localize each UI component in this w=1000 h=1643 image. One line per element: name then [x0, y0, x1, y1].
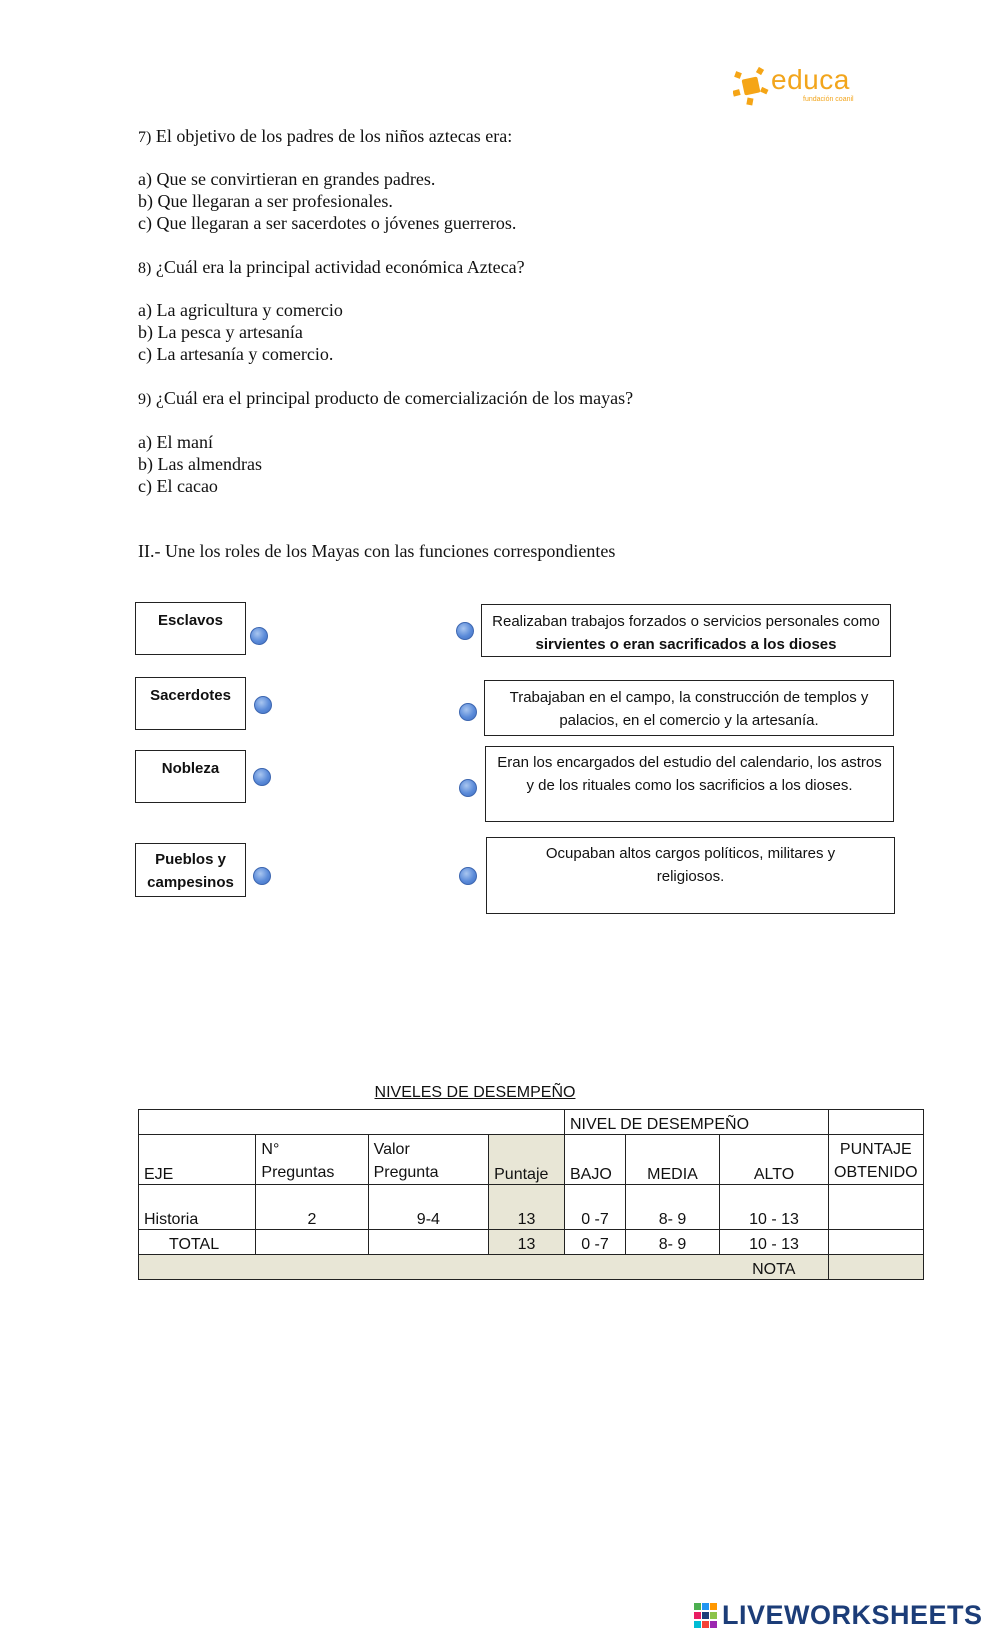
header-n-preguntas	[256, 1135, 368, 1185]
header-valor	[368, 1135, 489, 1185]
question-number: 7)	[138, 129, 152, 146]
header-line: N°	[261, 1141, 280, 1158]
question-text: ¿Cuál era el principal producto de comercialización de los mayas?	[155, 388, 634, 408]
cell-media: 8- 9	[626, 1185, 720, 1230]
cell-puntaje: 13	[489, 1230, 565, 1255]
table-row	[139, 1185, 924, 1230]
function-box-3	[485, 746, 894, 822]
q8-option-a: a) La agricultura y comercio	[138, 300, 343, 320]
cell-bajo: 0 -7	[565, 1230, 626, 1255]
liveworksheets-icon	[694, 1603, 718, 1629]
function-box-4	[486, 837, 895, 914]
function-text: Ocupaban altos cargos políticos, militares y religiosos.	[545, 845, 836, 885]
nota-label: NOTA	[720, 1255, 829, 1280]
role-box-nobleza: Nobleza	[135, 750, 246, 803]
role-connector-3[interactable]	[253, 768, 271, 786]
header-bajo: BAJO	[565, 1135, 626, 1185]
header-media: MEDIA	[626, 1135, 720, 1185]
table-header-row	[139, 1135, 924, 1185]
cell-valor	[368, 1230, 489, 1255]
performance-table	[138, 1109, 924, 1280]
cell-n: 2	[256, 1185, 368, 1230]
question-8	[138, 257, 525, 278]
cell-puntaje: 13	[489, 1185, 565, 1230]
cell-obtenido[interactable]	[829, 1230, 924, 1255]
nota-value[interactable]	[829, 1255, 924, 1280]
function-connector-4[interactable]	[459, 867, 477, 885]
nota-row	[139, 1255, 924, 1280]
role-connector-1[interactable]	[250, 627, 268, 645]
question-text: El objetivo de los padres de los niños aztecas era:	[155, 126, 513, 146]
question-text: ¿Cuál era la principal actividad económica Azteca?	[155, 257, 525, 277]
function-connector-3[interactable]	[459, 779, 477, 797]
q9-option-a: a) El maní	[138, 432, 213, 452]
cell-n	[256, 1230, 368, 1255]
sun-icon	[733, 66, 771, 106]
liveworksheets-text: LIVEWORKSHEETS	[722, 1600, 983, 1630]
header-line: Preguntas	[261, 1164, 335, 1181]
role-box-sacerdotes: Sacerdotes	[135, 677, 246, 730]
q7-option-b: b) Que llegaran a ser profesionales.	[138, 191, 393, 211]
header-line: PUNTAJE	[839, 1141, 912, 1158]
table-cell	[829, 1110, 924, 1135]
question-7	[138, 126, 512, 147]
header-line: Valor	[373, 1141, 410, 1158]
cell-eje: Historia	[139, 1185, 256, 1230]
header-line: Pregunta	[373, 1164, 439, 1181]
group-header-cell: NIVEL DE DESEMPEÑO	[565, 1110, 829, 1135]
function-text: Eran los encargados del estudio del calendario, los astros y de los rituales como los sacrificios a los dioses.	[497, 754, 882, 794]
cell-alto: 10 - 13	[720, 1230, 829, 1255]
performance-title: NIVELES DE DESEMPEÑO	[374, 1084, 576, 1101]
question-number: 8)	[138, 260, 152, 277]
header-eje: EJE	[139, 1135, 256, 1185]
question-9	[138, 388, 633, 409]
table-row	[139, 1230, 924, 1255]
q7-option-a: a) Que se convirtieran en grandes padres.	[138, 169, 436, 189]
question-number: 9)	[138, 391, 152, 408]
function-box-2	[484, 680, 894, 736]
role-connector-2[interactable]	[254, 696, 272, 714]
cell-alto: 10 - 13	[720, 1185, 829, 1230]
role-connector-4[interactable]	[253, 867, 271, 885]
function-connector-2[interactable]	[459, 703, 477, 721]
q8-option-b: b) La pesca y artesanía	[138, 322, 303, 342]
cell-media: 8- 9	[626, 1230, 720, 1255]
table-header-row	[139, 1110, 924, 1135]
function-connector-1[interactable]	[456, 622, 474, 640]
function-box-1	[481, 604, 891, 657]
q8-option-c: c) La artesanía y comercio.	[138, 344, 334, 364]
cell-eje: TOTAL	[139, 1230, 256, 1255]
function-text-bold: sirvientes o eran sacrificados a los dioses	[535, 636, 837, 653]
section-2-title: II.- Une los roles de los Mayas con las funciones correspondientes	[138, 541, 616, 561]
educa-logo	[733, 62, 873, 112]
table-cell	[139, 1255, 720, 1280]
q7-option-c: c) Que llegaran a ser sacerdotes o jóvenes guerreros.	[138, 213, 517, 233]
cell-valor: 9-4	[368, 1185, 489, 1230]
cell-bajo: 0 -7	[565, 1185, 626, 1230]
header-obtenido	[829, 1135, 924, 1185]
header-alto: ALTO	[720, 1135, 829, 1185]
table-cell	[139, 1110, 565, 1135]
q9-option-c: c) El cacao	[138, 476, 218, 496]
role-box-pueblos: Pueblos y campesinos	[135, 843, 246, 897]
function-text: Realizaban trabajos forzados o servicios personales como	[492, 613, 880, 630]
role-box-esclavos: Esclavos	[135, 602, 246, 655]
function-text: Trabajaban en el campo, la construcción de templos y palacios, en el comercio y la artesanía.	[509, 689, 869, 729]
logo-tagline: fundación coanil	[803, 96, 854, 103]
header-line: OBTENIDO	[834, 1164, 918, 1181]
q9-option-b: b) Las almendras	[138, 454, 262, 474]
cell-obtenido[interactable]	[829, 1185, 924, 1230]
logo-name: educa	[771, 64, 850, 95]
header-puntaje: Puntaje	[489, 1135, 565, 1185]
